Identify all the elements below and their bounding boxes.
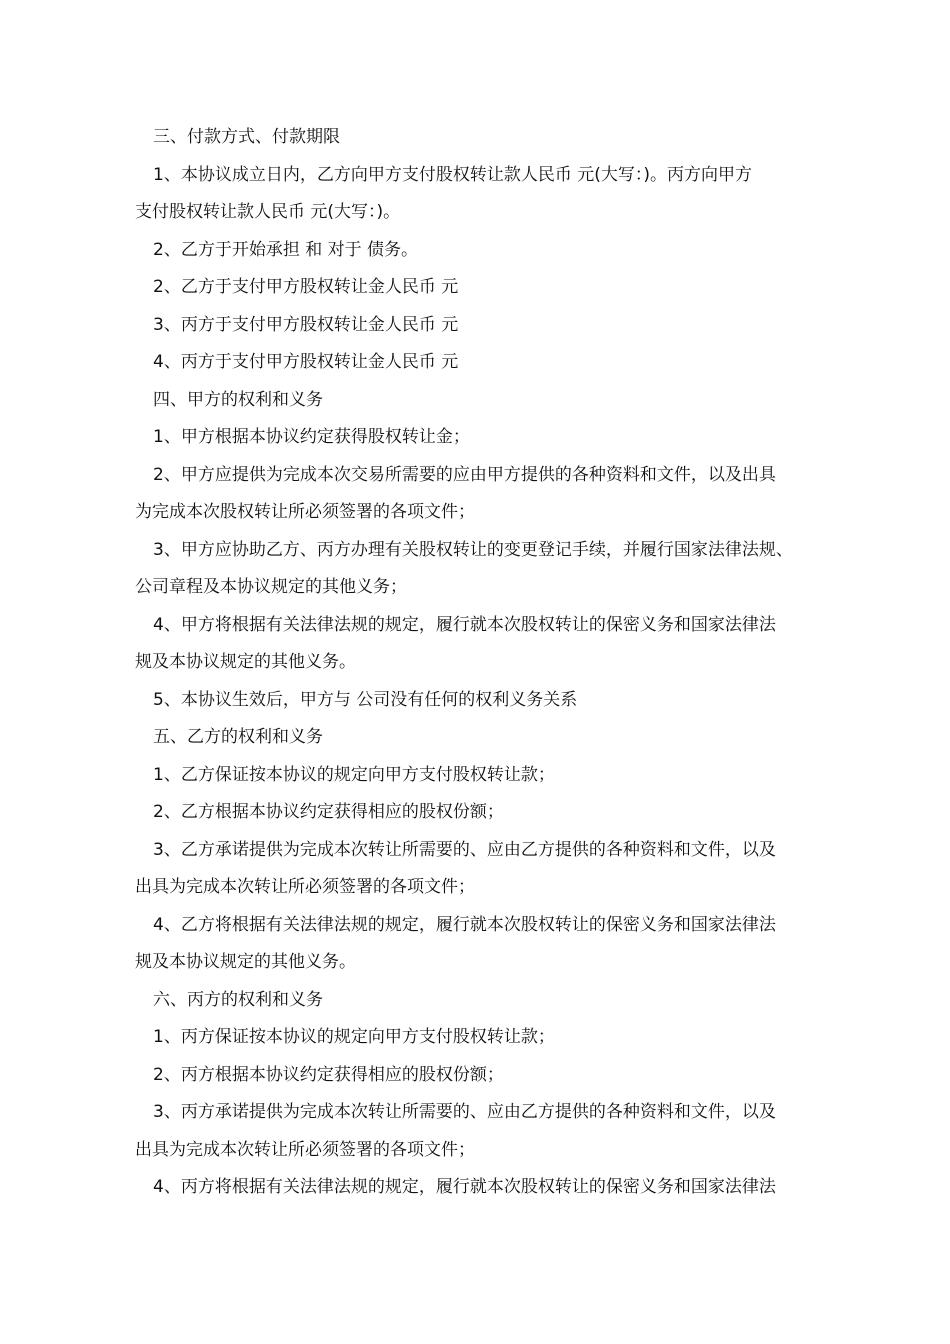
text-line: 3、甲方应协助乙方、丙方办理有关股权转让的变更登记手续，并履行国家法律法规、 [153, 539, 793, 560]
text-line: 五、乙方的权利和义务 [153, 727, 323, 747]
clause-3-2b [117, 269, 839, 307]
clause-5-3 [117, 832, 839, 907]
clause-3-2a [117, 232, 839, 270]
text-line: 3、丙方承诺提供为完成本次转让所需要的、应由乙方提供的各种资料和文件，以及 [153, 1102, 776, 1122]
clause-4-1 [117, 419, 839, 457]
text-line: 1、甲方根据本协议约定获得股权转让金； [153, 427, 470, 447]
clause-4-2 [117, 457, 839, 532]
section-heading-4 [117, 382, 839, 420]
text-line: 3、乙方承诺提供为完成本次转让所需要的、应由乙方提供的各种资料和文件，以及 [153, 839, 776, 860]
clause-3-4 [117, 344, 839, 382]
clause-6-4 [117, 1169, 839, 1207]
clause-5-1 [117, 757, 839, 795]
clause-4-4 [117, 607, 839, 682]
text-line: 为完成本次股权转让所必须签署的各项文件； [135, 502, 475, 522]
text-line: 4、丙方于支付甲方股权转让金人民币 元 [153, 352, 459, 372]
text-line: 规及本协议规定的其他义务。 [135, 652, 356, 672]
clause-6-1 [117, 1019, 839, 1057]
text-line: 1、本协议成立日内，乙方向甲方支付股权转让款人民币 元(大写：)。丙方向甲方 [153, 164, 752, 185]
text-line: 2、甲方应提供为完成本次交易所需要的应由甲方提供的各种资料和文件，以及出具 [153, 464, 776, 485]
clause-5-4 [117, 907, 839, 982]
section-heading-3 [117, 119, 839, 157]
clause-3-3 [117, 307, 839, 345]
section-heading-6 [117, 982, 839, 1020]
text-line: 1、乙方保证按本协议的规定向甲方支付股权转让款； [153, 764, 555, 785]
clause-4-5 [117, 682, 839, 720]
text-line: 2、丙方根据本协议约定获得相应的股权份额； [153, 1064, 504, 1085]
text-line: 3、丙方于支付甲方股权转让金人民币 元 [153, 314, 459, 335]
text-line: 2、乙方于支付甲方股权转让金人民币 元 [153, 277, 459, 297]
clause-4-3 [117, 532, 839, 607]
text-line: 出具为完成本次转让所必须签署的各项文件； [135, 1139, 475, 1160]
text-line: 公司章程及本协议规定的其他义务； [135, 577, 407, 597]
text-line: 四、甲方的权利和义务 [153, 389, 323, 410]
text-line: 4、丙方将根据有关法律法规的规定，履行就本次股权转让的保密义务和国家法律法 [153, 1177, 776, 1197]
section-heading-5 [117, 719, 839, 757]
document-body [117, 119, 839, 1207]
text-line: 支付股权转让款人民币 元(大写：)。 [135, 202, 401, 222]
text-line: 5、本协议生效后，甲方与 公司没有任何的权利义务关系 [153, 689, 578, 710]
text-line: 4、甲方将根据有关法律法规的规定，履行就本次股权转让的保密义务和国家法律法 [153, 614, 776, 635]
text-line: 六、丙方的权利和义务 [153, 989, 323, 1010]
clause-6-2 [117, 1057, 839, 1095]
text-line: 三、付款方式、付款期限 [153, 127, 340, 147]
text-line: 2、乙方于开始承担 和 对于 债务。 [153, 239, 419, 260]
clause-5-2 [117, 794, 839, 832]
text-line: 4、乙方将根据有关法律法规的规定，履行就本次股权转让的保密义务和国家法律法 [153, 914, 776, 935]
text-line: 出具为完成本次转让所必须签署的各项文件； [135, 877, 475, 897]
text-line: 1、丙方保证按本协议的规定向甲方支付股权转让款； [153, 1027, 555, 1047]
clause-3-1 [117, 157, 839, 232]
text-line: 2、乙方根据本协议约定获得相应的股权份额； [153, 802, 504, 822]
text-line: 规及本协议规定的其他义务。 [135, 952, 356, 972]
clause-6-3 [117, 1094, 839, 1169]
